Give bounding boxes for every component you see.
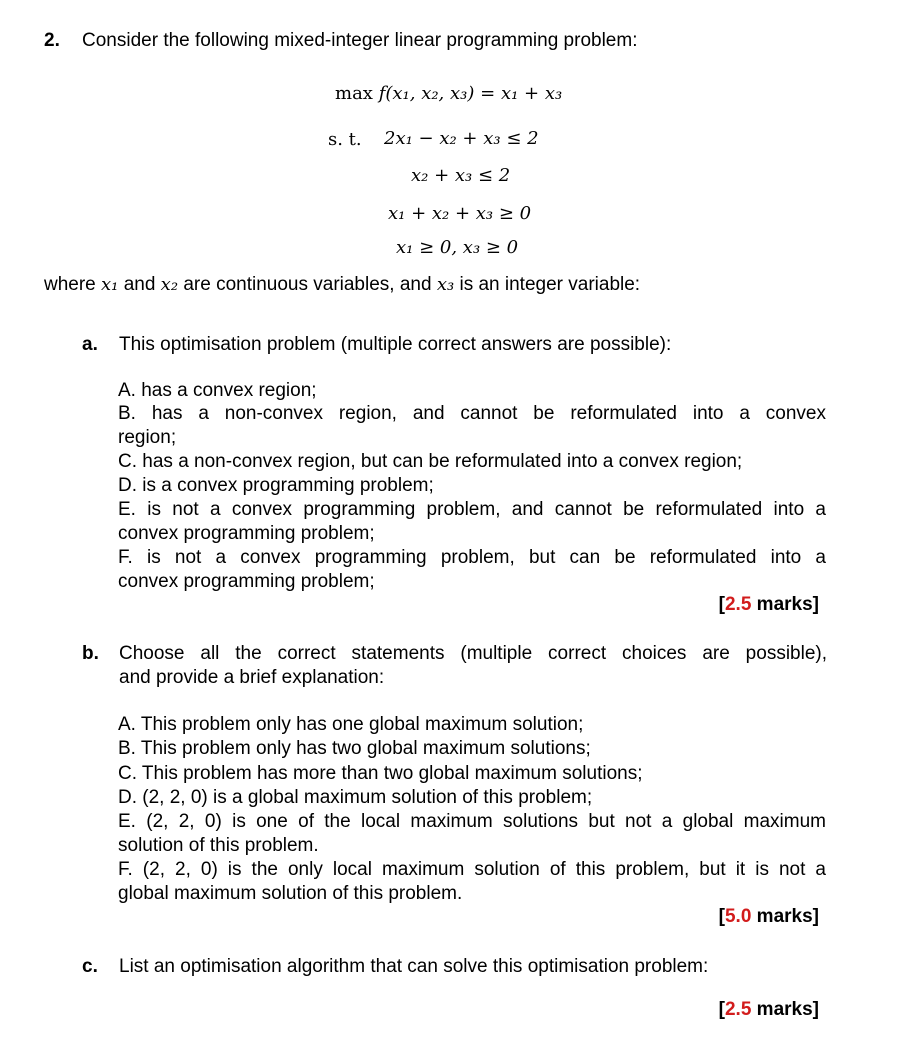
constraint-4 (396, 236, 518, 260)
part-a-option-f-cont: convex programming problem; (118, 571, 375, 592)
and-word: and (123, 274, 156, 295)
constraint-3 (388, 202, 531, 226)
part-a-option-a: A. has a convex region; (118, 380, 317, 401)
part-b-option-f: F. (2, 2, 0) is the only local maximum solution of this problem, but it is not a (118, 859, 826, 880)
part-b-marks (719, 906, 819, 928)
objective-f: f (378, 83, 386, 104)
question-number: 2. (44, 30, 60, 51)
constraint-3-text: x₁ + x₂ + x₃ ≥ 0 (388, 203, 532, 224)
part-a-option-b: B. has a non-convex region, and cannot be reformulated into a convex (118, 403, 826, 424)
constraint-4-text: x₁ ≥ 0, x₃ ≥ 0 (396, 237, 519, 258)
part-c-prompt: List an optimisation algorithm that can solve this optimisation problem: (119, 956, 709, 977)
marks-value: 5.0 (724, 906, 752, 927)
part-b-option-d: D. (2, 2, 0) is a global maximum solution of this problem; (118, 787, 593, 808)
part-a-option-c: C. has a non-convex region, but can be reformulated into a convex region; (118, 451, 743, 472)
marks-open: [ (718, 999, 725, 1020)
part-b-option-f-cont: global maximum solution of this problem. (118, 883, 463, 904)
var-x1: x₁ (101, 274, 119, 295)
marks-open: [ (718, 906, 725, 927)
part-c-label: c. (82, 956, 98, 977)
integer-text: is an integer variable: (459, 274, 641, 295)
constraint-2 (411, 164, 510, 188)
marks-value: 2.5 (724, 999, 752, 1020)
objective-rhs: = x₁ + x₃ (480, 83, 563, 104)
objective-function (335, 82, 562, 106)
marks-open: [ (718, 594, 725, 615)
part-a-option-e: E. is not a convex programming problem, and cannot be reformulated into a (118, 499, 826, 520)
part-b-option-c: C. This problem has more than two global maximum solutions; (118, 763, 643, 784)
question-intro: Consider the following mixed-integer linear programming problem: (82, 30, 638, 51)
objective-args: (x₁, x₂, x₃) (385, 83, 475, 104)
marks-close: marks] (751, 906, 819, 927)
part-b-option-e-cont: solution of this problem. (118, 835, 319, 856)
part-a-option-d: D. is a convex programming problem; (118, 475, 434, 496)
var-x2: x₂ (160, 274, 179, 295)
part-b-option-b: B. This problem only has two global maximum solutions; (118, 738, 591, 759)
marks-close: marks] (751, 999, 819, 1020)
part-a-prompt: This optimisation problem (multiple correct answers are possible): (119, 334, 672, 355)
part-a-label: a. (82, 334, 98, 355)
variable-description (44, 273, 640, 297)
part-b-option-e: E. (2, 2, 0) is one of the local maximum solutions but not a global maximum (118, 811, 826, 832)
part-a-marks (719, 594, 819, 616)
part-a-option-f: F. is not a convex programming problem, but can be reformulated into a (118, 547, 826, 568)
subject-to-label: s. t. (328, 129, 362, 150)
part-b-prompt-line2: and provide a brief explanation: (119, 667, 385, 688)
part-b-option-a: A. This problem only has one global maximum solution; (118, 714, 584, 735)
part-a-option-e-cont: convex programming problem; (118, 523, 375, 544)
part-c-marks (719, 999, 819, 1021)
part-b-prompt-line1: Choose all the correct statements (multiple correct choices are possible), (119, 643, 827, 664)
var-x3: x₃ (436, 274, 455, 295)
constraint-1 (384, 127, 539, 151)
part-b-label: b. (82, 643, 99, 664)
objective-max: max (335, 83, 373, 104)
constraint-1-text: 2x₁ − x₂ + x₃ ≤ 2 (384, 128, 539, 149)
continuous-text: are continuous variables, and (183, 274, 432, 295)
marks-close: marks] (751, 594, 819, 615)
part-a-option-b-cont: region; (118, 427, 177, 448)
constraint-2-text: x₂ + x₃ ≤ 2 (411, 165, 511, 186)
where-word: where (44, 274, 96, 295)
marks-value: 2.5 (724, 594, 752, 615)
